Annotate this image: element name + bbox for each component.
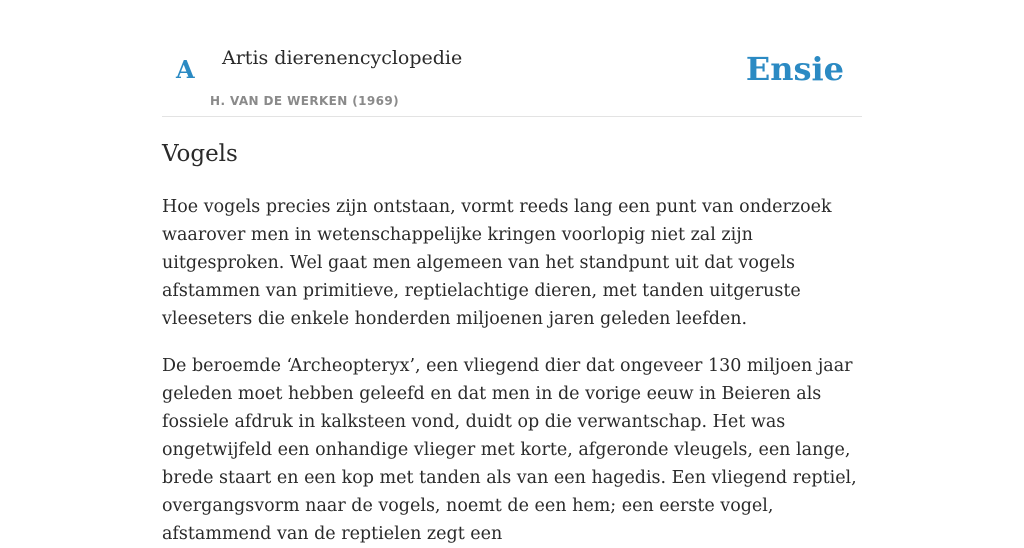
book-title-link[interactable]: Artis dierenencyclopedie <box>222 47 463 69</box>
header <box>162 0 862 117</box>
article <box>162 132 862 548</box>
article-paragraph: Hoe vogels precies zijn ontstaan, vormt reeds lang een punt van onderzoek waarover men in wetenschappelijke kringen voorlopig niet zal zijn uitgesproken. Wel gaat men algemeen van het standpunt uit dat vogels afstammen van primitieve, reptielachtige dieren, met tanden uitgeruste vleeseters die enkele honderden miljoenen jaren geleden leefden. <box>162 197 832 329</box>
ensie-logo-link[interactable]: Ensie <box>745 50 844 88</box>
book-author: H. VAN DE WERKEN (1969) <box>210 94 400 108</box>
article-paragraph: De beroemde ‘Archeopteryx’, een vliegend dier dat ongeveer 130 miljoen jaar geleden moet hebben geleefd en dat men in de vorige eeuw in Beieren als fossiele afdruk in kalksteen vond, duidt op die verwantschap. Het was ongetwijfeld een onhandige vlieger met korte, afgeronde vleugels, een lange, brede staart en een kop met tanden als van een hagedis. Een vliegend reptiel, overgangsvorm naar de vogels, noemt de een hem; een eerste vogel, afstammend van de reptielen zegt een <box>162 356 857 544</box>
article-title: Vogels <box>162 141 238 167</box>
letter-index-link[interactable]: A <box>176 55 195 84</box>
